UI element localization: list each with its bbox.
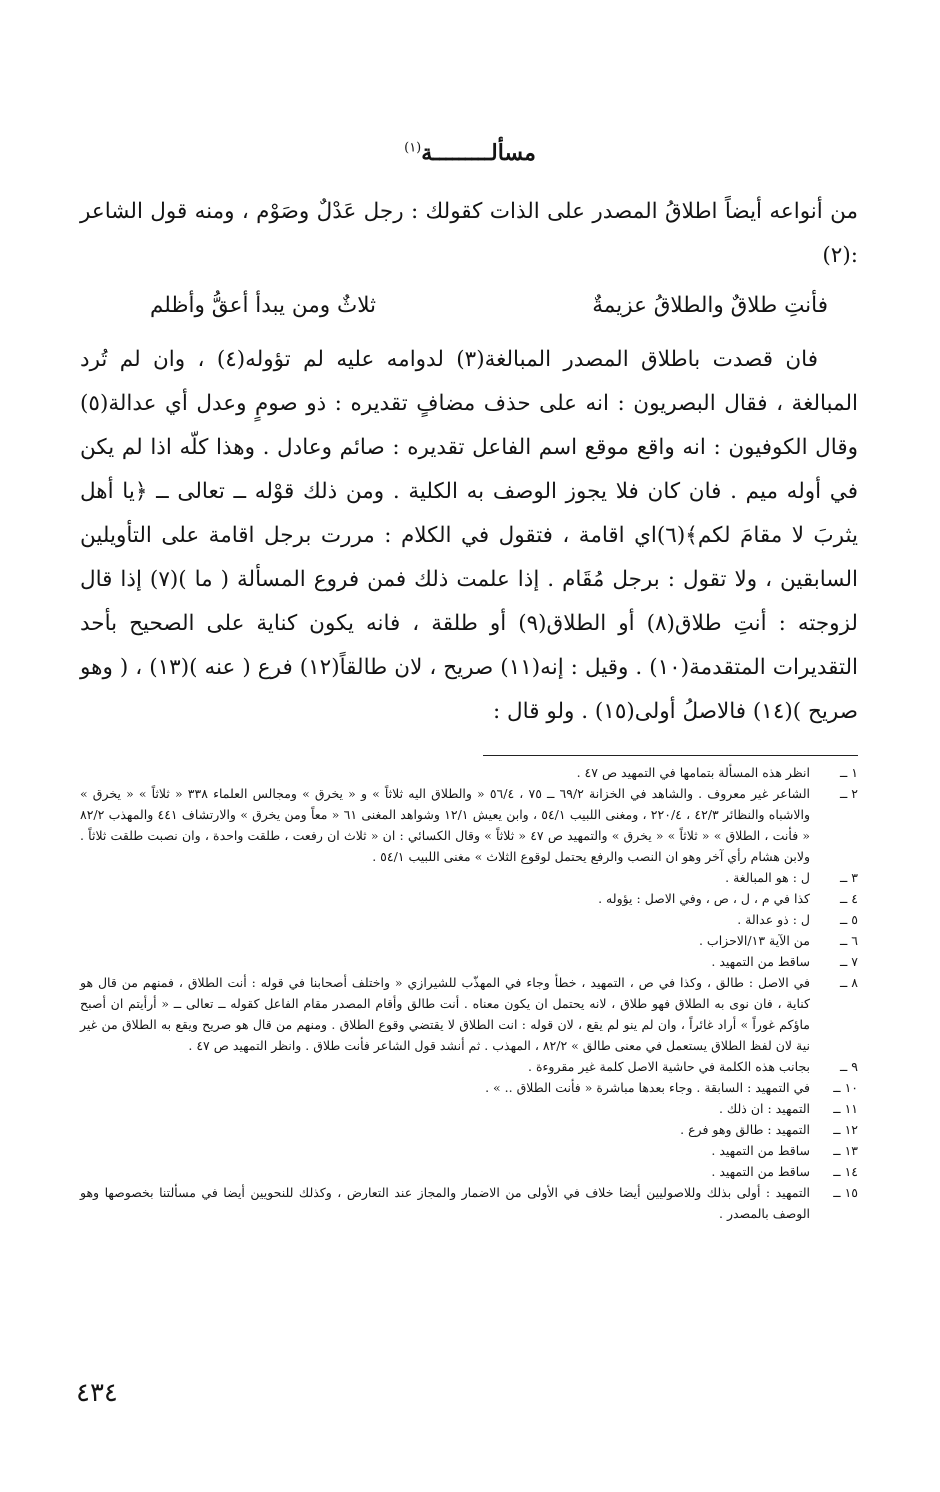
footnote-item <box>80 1056 858 1077</box>
footnote-text: من الآية ١٣/الاحزاب . <box>698 933 810 948</box>
footnote-number: ٦ ــ <box>839 933 858 948</box>
paragraph-2: فان قصدت باطلاق المصدر المبالغة(٣) لدوامه عليه لم تؤوله(٤) ، وان لم تُرد المبالغة ، فقال البصريون : انه على حذف مضافٍ تقديره : ذو صومٍ وعدل أي عدالة(٥) وقال الكوفيون : انه واقع موقع اسم الفاعل تقديره : صائم وعادل . وهذا كلّه اذا لم يكن في أوله ميم . فان كان فلا يجوز الوصف به الكلية . ومن ذلك قوْله ــ تعالى ــ ﴿يا أهل يثربَ لا مقامَ لكم﴾(٦)اي اقامة ، فتقول في الكلام : مررت برجل اقامة على التأويلين السابقين ، ولا تقول : برجل مُقَام . إذا علمت ذلك فمن فروع المسألة ( ما )(٧) إذا قال لزوجته : أنتِ طلاق(٨) أو الطلاق(٩) أو طلقة ، فانه يكون كناية على الصحيح بأحد التقديرات المتقدمة(١٠) . وقيل : إنه(١١) صريح ، لان طالقاً(١٢) فرع ( عنه )(١٣) ، ( وهو صريح )(١٤) فالاصلُ أولى(١٥) . ولو قال : <box>80 347 859 724</box>
footnote-separator <box>483 755 858 756</box>
footnote-item <box>80 909 858 930</box>
footnote-item <box>80 1119 858 1140</box>
footnote-item <box>80 762 858 783</box>
footnote-text: التمهيد : طالق وهو فرع . <box>680 1122 810 1137</box>
footnote-text: في الاصل : طالق ، وكذا في ص ، التمهيد ، خطأ وجاء في المهذّب للشيرازي « واختلف أصحابنا في قوله : أنت الطلاق ، فمنهم من قال هو كناية ، فان نوى به الطلاق فهو طلاق ، لانه يحتمل ان يكون معناه . أنت طالق وأقام المصدر مقام الفاعل كقوله ــ تعالى ــ « أرأيتم ان أصبح ماؤكم غوراً » أراد غائراً ، وان لم ينو لم يقع ، لان قوله : انت الطلاق لا يقتضي وقوع الطلاق . ومنهم من قال هو صريح ويقع به الطلاق من غير نية لان لفظ الطلاق يستعمل في معنى طالق » ٨٢/٢ ، المهذب . ثم أنشد قول الشاعر فأنت طلاق . وانظر التمهيد ص ٤٧ . <box>80 975 810 1053</box>
paragraph-1: من أنواعه أيضاً اطلاقُ المصدر على الذات كقولك : رجل عَدْلٌ وصَوْم ، ومنه قول الشاعر :(٢) <box>80 199 858 268</box>
footnote-number: ١٥ ــ <box>833 1185 858 1200</box>
footnote-text: ل : هو المبالغة . <box>725 870 810 885</box>
footnote-text: التمهيد : أولى بذلك وللاصوليين أيضا خلاف في الأولى من الاضمار والمجاز عند التعارض ، وكذلك للنحويين أيضا في مسألتنا بخصوصها وهو الوصف بالمصدر . <box>80 1185 811 1221</box>
footnote-number: ١٢ ــ <box>833 1122 858 1137</box>
footnote-text: ساقط من التمهيد . <box>711 1164 810 1179</box>
footnote-number: ١١ ــ <box>833 1101 858 1116</box>
footnote-number: ١٠ ــ <box>833 1080 858 1095</box>
footnote-item <box>80 930 858 951</box>
footnote-text: الشاعر غير معروف . والشاهد في الخزانة ٦٩/٢ ــ ٧٥ ، ٥٦/٤ « والطلاق اليه ثلاثاً » و « يخرق » ومجالس العلماء ٣٣٨ « ثلاثاً » « يخرق » والاشباه والنظائر ٤٢/٣ ، ٢٢٠/٤ ، ومغنى اللبيب ٥٤/١ ، وابن يعيش ١٢/١ وشواهد المغنى ٦١ « معاً ومن يخرق » والارتشاف ٤٤١ والمهذب ٨٢/٢ « فأنت ، الطلاق » « ثلاثاً » « يخرق » والتمهيد ص ٤٧ « ثلاثاً » وقال الكسائي : ان « ثلاث ان رفعت ، طلقت واحدة ، وان نصبت طلقت ثلاثاً . ولابن هشام رأي آخر وهو ان النصب والرفع يحتمل لوقوع الثلاث » مغنى اللبيب ٥٤/١ . <box>80 786 811 864</box>
footnote-item <box>80 867 858 888</box>
footnote-item <box>80 1182 858 1224</box>
footnote-number: ٨ ــ <box>839 975 858 990</box>
title-text: مسألـــــــــة <box>421 140 536 166</box>
footnote-item <box>80 1077 858 1098</box>
footnote-number: ١ ــ <box>839 765 858 780</box>
footnote-number: ٤ ــ <box>839 891 858 906</box>
footnote-item <box>80 951 858 972</box>
footnote-text: ساقط من التمهيد . <box>711 954 810 969</box>
footnote-item <box>80 1161 858 1182</box>
footnote-item <box>80 1140 858 1161</box>
footnote-number: ٢ ــ <box>839 786 858 801</box>
footnote-number: ٥ ــ <box>839 912 858 927</box>
main-text <box>80 190 858 734</box>
footnote-number: ١٤ ــ <box>833 1164 858 1179</box>
poetry-verse <box>80 284 858 328</box>
footnote-text: ل : ذو عدالة . <box>737 912 810 927</box>
footnote-text: بجانب هذه الكلمة في حاشية الاصل كلمة غير مقروءة . <box>528 1059 810 1074</box>
footnote-text: انظر هذه المسألة بتمامها في التمهيد ص ٤٧ . <box>576 765 810 780</box>
footnote-item <box>80 888 858 909</box>
verse-first-hemistich: فأنتِ طلاقٌ والطلاقُ عزيمةٌ <box>592 293 828 318</box>
verse-second-hemistich: ثلاثٌ ومن يبدأ أعقُّ وأظلم <box>150 293 377 318</box>
footnote-number: ٧ ــ <box>839 954 858 969</box>
footnote-number: ٣ ــ <box>839 870 858 885</box>
title-footnote-marker: (١) <box>404 140 422 156</box>
footnote-text: ساقط من التمهيد . <box>711 1143 810 1158</box>
footnote-item <box>80 1098 858 1119</box>
footnote-item <box>80 783 858 867</box>
footnote-text: في التمهيد : السابقة . وجاء بعدها مباشرة « فأنت الطلاق .. » . <box>485 1080 810 1095</box>
footnote-item <box>80 972 858 1056</box>
footnote-number: ١٣ ــ <box>833 1143 858 1158</box>
footnote-text: كذا في م ، ل ، ص ، وفي الاصل : يؤوله . <box>598 891 810 906</box>
page-title <box>0 140 940 166</box>
page-number: ٤٣٤ <box>76 1378 118 1408</box>
footnote-text: التمهيد : ان ذلك . <box>718 1101 810 1116</box>
footnotes <box>80 762 858 1224</box>
footnote-number: ٩ ــ <box>839 1059 858 1074</box>
